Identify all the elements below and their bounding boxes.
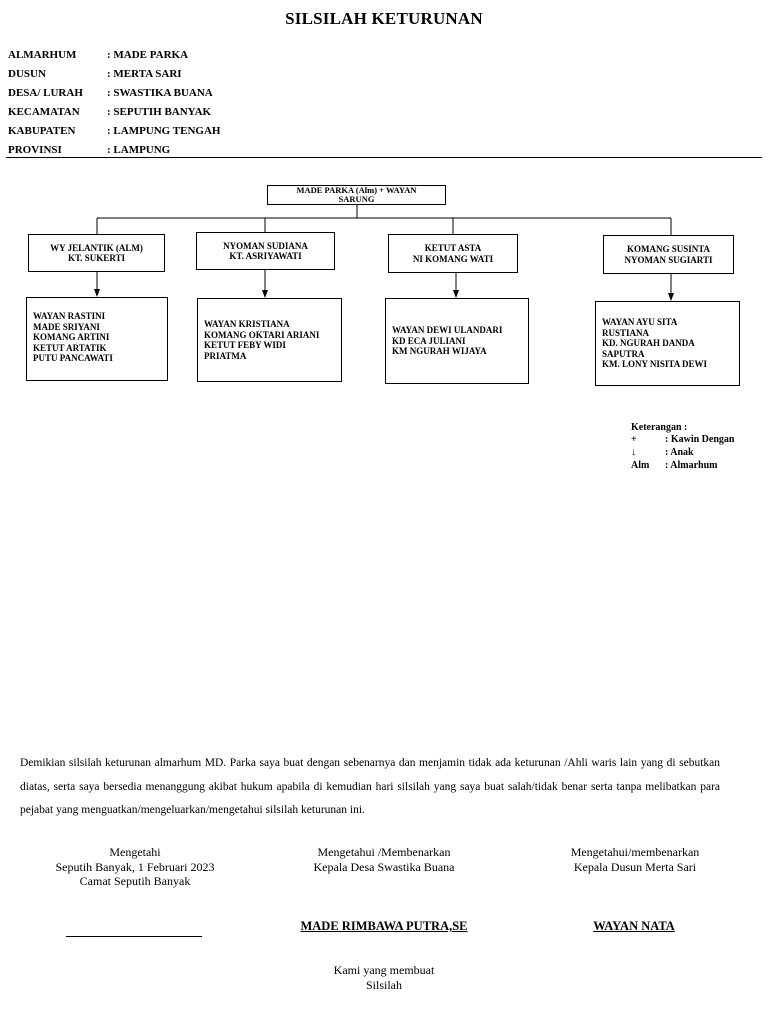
couple-box-2 — [196, 232, 335, 270]
info-value-dusun: : MERTA SARI — [107, 68, 182, 80]
info-value-almarhum: : MADE PARKA — [107, 49, 189, 61]
children-box-4 — [595, 301, 740, 386]
couple-box-3 — [388, 234, 518, 273]
legend-symbol: + — [631, 434, 637, 445]
child-name: PRIATMA — [204, 350, 247, 361]
info-value-kabupaten: : LAMPUNG TENGAH — [107, 125, 221, 137]
child-name: WAYAN KRISTIANA — [204, 319, 290, 329]
couple-spouse: NYOMAN SUGIARTI — [624, 254, 713, 265]
child-name: PUTU PANCAWATI — [33, 353, 113, 363]
couple-spouse: KT. ASRIYAWATI — [229, 251, 302, 261]
child-name: KETUT ARTATIK — [33, 342, 107, 353]
root-line-1: MADE PARKA (Alm) + WAYAN — [296, 185, 417, 195]
maker-line: Silsilah — [365, 977, 402, 992]
info-label-almarhum: ALMARHUM — [8, 49, 77, 61]
couple-name: KOMANG SUSINTA — [626, 244, 711, 254]
child-name: WAYAN AYU SITA — [602, 317, 678, 327]
child-name: KD ECA JULIANI — [392, 335, 466, 346]
child-name: KM NGURAH WIJAYA — [392, 346, 487, 356]
child-name: WAYAN DEWI ULANDARI — [392, 325, 503, 335]
children-box-1 — [26, 297, 168, 381]
child-name: KM. LONY NISITA DEWI — [602, 359, 708, 369]
info-label-kecamatan: KECAMATAN — [8, 106, 80, 118]
child-arrow-1 — [94, 272, 100, 297]
child-name: KOMANG OKTARI ARIANI — [204, 329, 320, 340]
signature-block-kepala-dusun — [520, 845, 750, 874]
sig-line: Mengetahui/membenarkan — [570, 845, 700, 859]
info-label-dusun: DUSUN — [8, 68, 46, 80]
children-box-3 — [385, 298, 529, 384]
child-name: SAPUTRA — [602, 348, 645, 359]
legend-symbol: Alm — [631, 460, 650, 471]
couple-spouse: NI KOMANG WATI — [412, 253, 494, 264]
info-label-provinsi: PROVINSI — [8, 144, 62, 156]
sig-line: Seputih Banyak, 1 Februari 2023 — [55, 859, 215, 874]
children-box-2 — [197, 298, 342, 382]
info-label-desa: DESA/ LURAH — [8, 87, 83, 99]
legend-desc: : Almarhum — [665, 460, 718, 471]
sig-line: Camat Seputih Banyak — [79, 874, 191, 888]
sig-line: Kepala Desa Swastika Buana — [313, 859, 455, 874]
couple-name: WY JELANTIK (ALM) — [50, 242, 143, 253]
legend-desc: : Anak — [665, 447, 694, 458]
signature-block-kepala-desa — [269, 845, 499, 874]
root-couple-box — [267, 185, 446, 205]
couple-box-4 — [603, 235, 734, 274]
child-name: KETUT FEBY WIDI — [204, 340, 286, 350]
child-name: MADE SRIYANI — [33, 321, 100, 332]
child-arrow-2 — [262, 270, 268, 298]
sig-line: Mengetahi — [109, 845, 161, 859]
info-value-provinsi: : LAMPUNG — [107, 144, 171, 156]
maker-block — [284, 963, 484, 992]
child-name: WAYAN RASTINI — [33, 311, 106, 321]
child-name: RUSTIANA — [602, 327, 650, 338]
sig-line: Mengetahui /Membenarkan — [317, 845, 451, 859]
signature-name-kepala-dusun: WAYAN NATA — [593, 919, 675, 933]
child-name: KD. NGURAH DANDA — [602, 338, 695, 348]
legend-title: Keterangan : — [631, 422, 688, 433]
child-arrow-3 — [453, 273, 459, 298]
child-name: KOMANG ARTINI — [33, 332, 110, 342]
legend-symbol: ↓ — [631, 447, 636, 458]
signature-line-camat — [66, 936, 202, 937]
sig-line: Kepala Dusun Merta Sari — [573, 859, 697, 874]
maker-line: Kami yang membuat — [333, 963, 435, 977]
statement-paragraph: Demikian silsilah keturunan almarhum MD. Parka saya buat dengan sebenarnya dan menjamin tidak ada keturunan /Ahli waris lain yang di sebutkan diatas, serta saya bersedia menanggung akibat hukum apabila di kemudian hari silsilah yang saya buat salah/tidak benar serta tanpa melibatkan para pejabat yang menguatkan/mengeluarkan/mengetahui silsilah keturunan ini. — [20, 757, 720, 816]
couple-name: KETUT ASTA — [424, 243, 482, 253]
page-title: SILSILAH KETURUNAN — [285, 9, 483, 28]
root-line-2: SARUNG — [338, 194, 375, 204]
child-arrow-4 — [668, 274, 674, 301]
info-label-kabupaten: KABUPATEN — [8, 125, 76, 137]
info-value-desa: : SWASTIKA BUANA — [107, 87, 213, 99]
info-value-kecamatan: : SEPUTIH BANYAK — [107, 106, 212, 118]
couple-name: NYOMAN SUDIANA — [223, 240, 308, 251]
couple-spouse: KT. SUKERTI — [67, 253, 126, 263]
signature-name-kepala-desa: MADE RIMBAWA PUTRA,SE — [300, 919, 468, 933]
signature-block-camat — [20, 845, 250, 889]
couple-box-1 — [28, 234, 165, 272]
legend-desc: : Kawin Dengan — [665, 434, 735, 445]
